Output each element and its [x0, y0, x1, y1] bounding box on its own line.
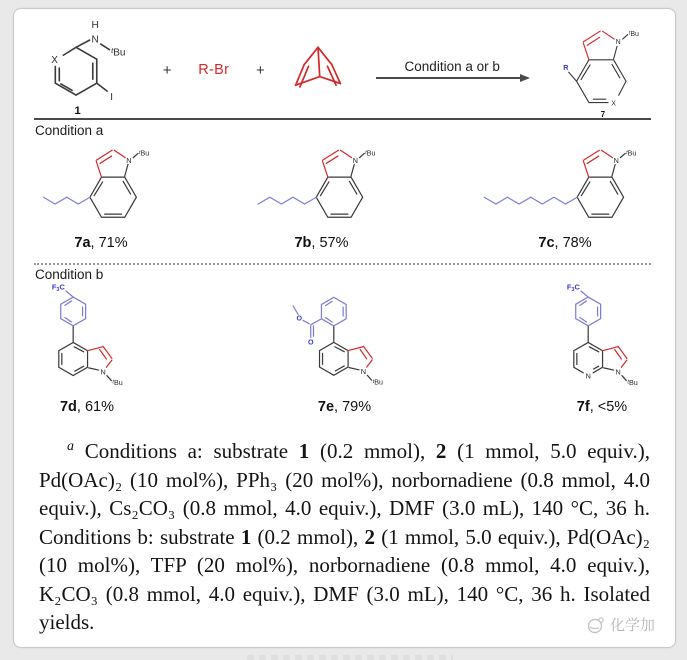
- atom-n-label: N: [91, 34, 99, 46]
- tbu-label: $^t$Bu: [627, 378, 638, 387]
- ring-nitrogen-label: N: [585, 371, 591, 381]
- section-divider-solid: [34, 118, 651, 120]
- product-7-structure: [555, 16, 665, 120]
- product-7d: [40, 276, 134, 415]
- yield-label-7f: 7f, <5%: [576, 399, 628, 415]
- atom-x-label: X: [611, 100, 616, 108]
- substrate-1-structure: [28, 17, 140, 119]
- atom-n-label: N: [100, 367, 106, 377]
- section-divider-dotted: [34, 263, 651, 265]
- atom-n-label: N: [352, 155, 358, 165]
- yield-label-7d: 7d, 61%: [59, 399, 114, 415]
- product-7a-structure: [40, 136, 162, 231]
- atom-i-label: I: [110, 91, 114, 103]
- figure-card: [13, 8, 676, 648]
- tbu-label: $^t$Bu: [626, 149, 637, 158]
- product-7c: [481, 136, 649, 251]
- watermark: [586, 614, 655, 635]
- atom-o-label: O: [296, 314, 303, 323]
- product-7b: [255, 136, 388, 251]
- alkyl-bromide-label: R-Br: [198, 62, 230, 78]
- atom-n-label: N: [615, 367, 621, 377]
- product-7e-structure: [291, 276, 398, 395]
- tbu-label: $^t$Bu: [365, 149, 376, 158]
- norbornadiene-structure: [287, 42, 349, 94]
- product-7a: [40, 136, 162, 251]
- tbu-label: $^t$Bu: [628, 30, 639, 39]
- r-group-label: R: [563, 62, 569, 72]
- reaction-arrow: [376, 57, 528, 79]
- atom-n-label: N: [615, 39, 621, 47]
- product-7d-structure: [40, 276, 134, 395]
- tbu-label: $^t$Bu: [372, 378, 384, 387]
- yield-label-7c: 7c, 78%: [538, 235, 592, 251]
- cf3-label: $F_3C$: [566, 282, 580, 293]
- condition-b-heading: Condition b: [35, 267, 104, 282]
- footnote-body: Conditions a: substrate 1 (0.2 mmol), 2 (1 mmol, 5.0 equiv.), Pd(OAc)₂ (10 mol%), PPh₃ (20 mol%), norbornadiene (0.8 mmol, 4.0 equiv.), Cs₂CO₃ (0.8 mmol, 4.0 equiv.), DMF (3.0 mL), 140 °C, 36 h. Conditions b: substrate 1 (0.2 mmol), 2 (1 mmol, 5.0 equiv.), Pd(OAc)₂ (10 mol%), TFP (20 mol%), norbornadiene (0.8 mmol, 4.0 equiv.), K₂CO₃ (0.8 mmol, 4.0 equiv.), DMF (3.0 mL), 140 °C, 36 h. Isolated yields.: [39, 439, 650, 634]
- atom-h-label: H: [91, 20, 99, 32]
- footnote-marker: a: [67, 439, 74, 454]
- atom-x-label: X: [51, 55, 58, 67]
- footnote-text: [39, 433, 650, 637]
- condition-a-products: [32, 135, 657, 251]
- reaction-scheme: [28, 17, 665, 119]
- product-7e: [291, 276, 398, 415]
- atom-n-label: N: [126, 155, 132, 165]
- watermark-logo-icon: [586, 615, 606, 635]
- atom-o-label: O: [307, 338, 314, 347]
- yield-label-7e: 7e, 79%: [317, 399, 372, 415]
- atom-n-label: N: [613, 155, 619, 165]
- tbu-label: $^t$Bu: [111, 45, 126, 59]
- cropped-next-caption: [247, 655, 453, 660]
- yield-label-7b: 7b, 57%: [294, 235, 349, 251]
- arrow-condition-label: Condition a or b: [404, 59, 500, 74]
- product-7f-structure: [555, 276, 649, 395]
- plus-sign: +: [162, 61, 172, 79]
- product-7c-structure: [481, 136, 649, 231]
- product-number: 7: [600, 110, 606, 120]
- arrow-shaft: [376, 77, 528, 79]
- product-7f: [555, 276, 649, 415]
- product-7b-structure: [255, 136, 388, 231]
- watermark-text: 化学加: [609, 617, 655, 634]
- substrate-number: 1: [74, 105, 81, 118]
- condition-b-products: [32, 279, 657, 415]
- yield-label-7a: 7a, 71%: [74, 235, 128, 251]
- condition-a-heading: Condition a: [35, 123, 104, 138]
- tbu-label: $^t$Bu: [112, 378, 123, 387]
- atom-n-label: N: [360, 367, 367, 377]
- tbu-label: $^t$Bu: [139, 149, 150, 158]
- plus-sign: +: [255, 61, 265, 79]
- cf3-label: $F_3C$: [51, 282, 65, 293]
